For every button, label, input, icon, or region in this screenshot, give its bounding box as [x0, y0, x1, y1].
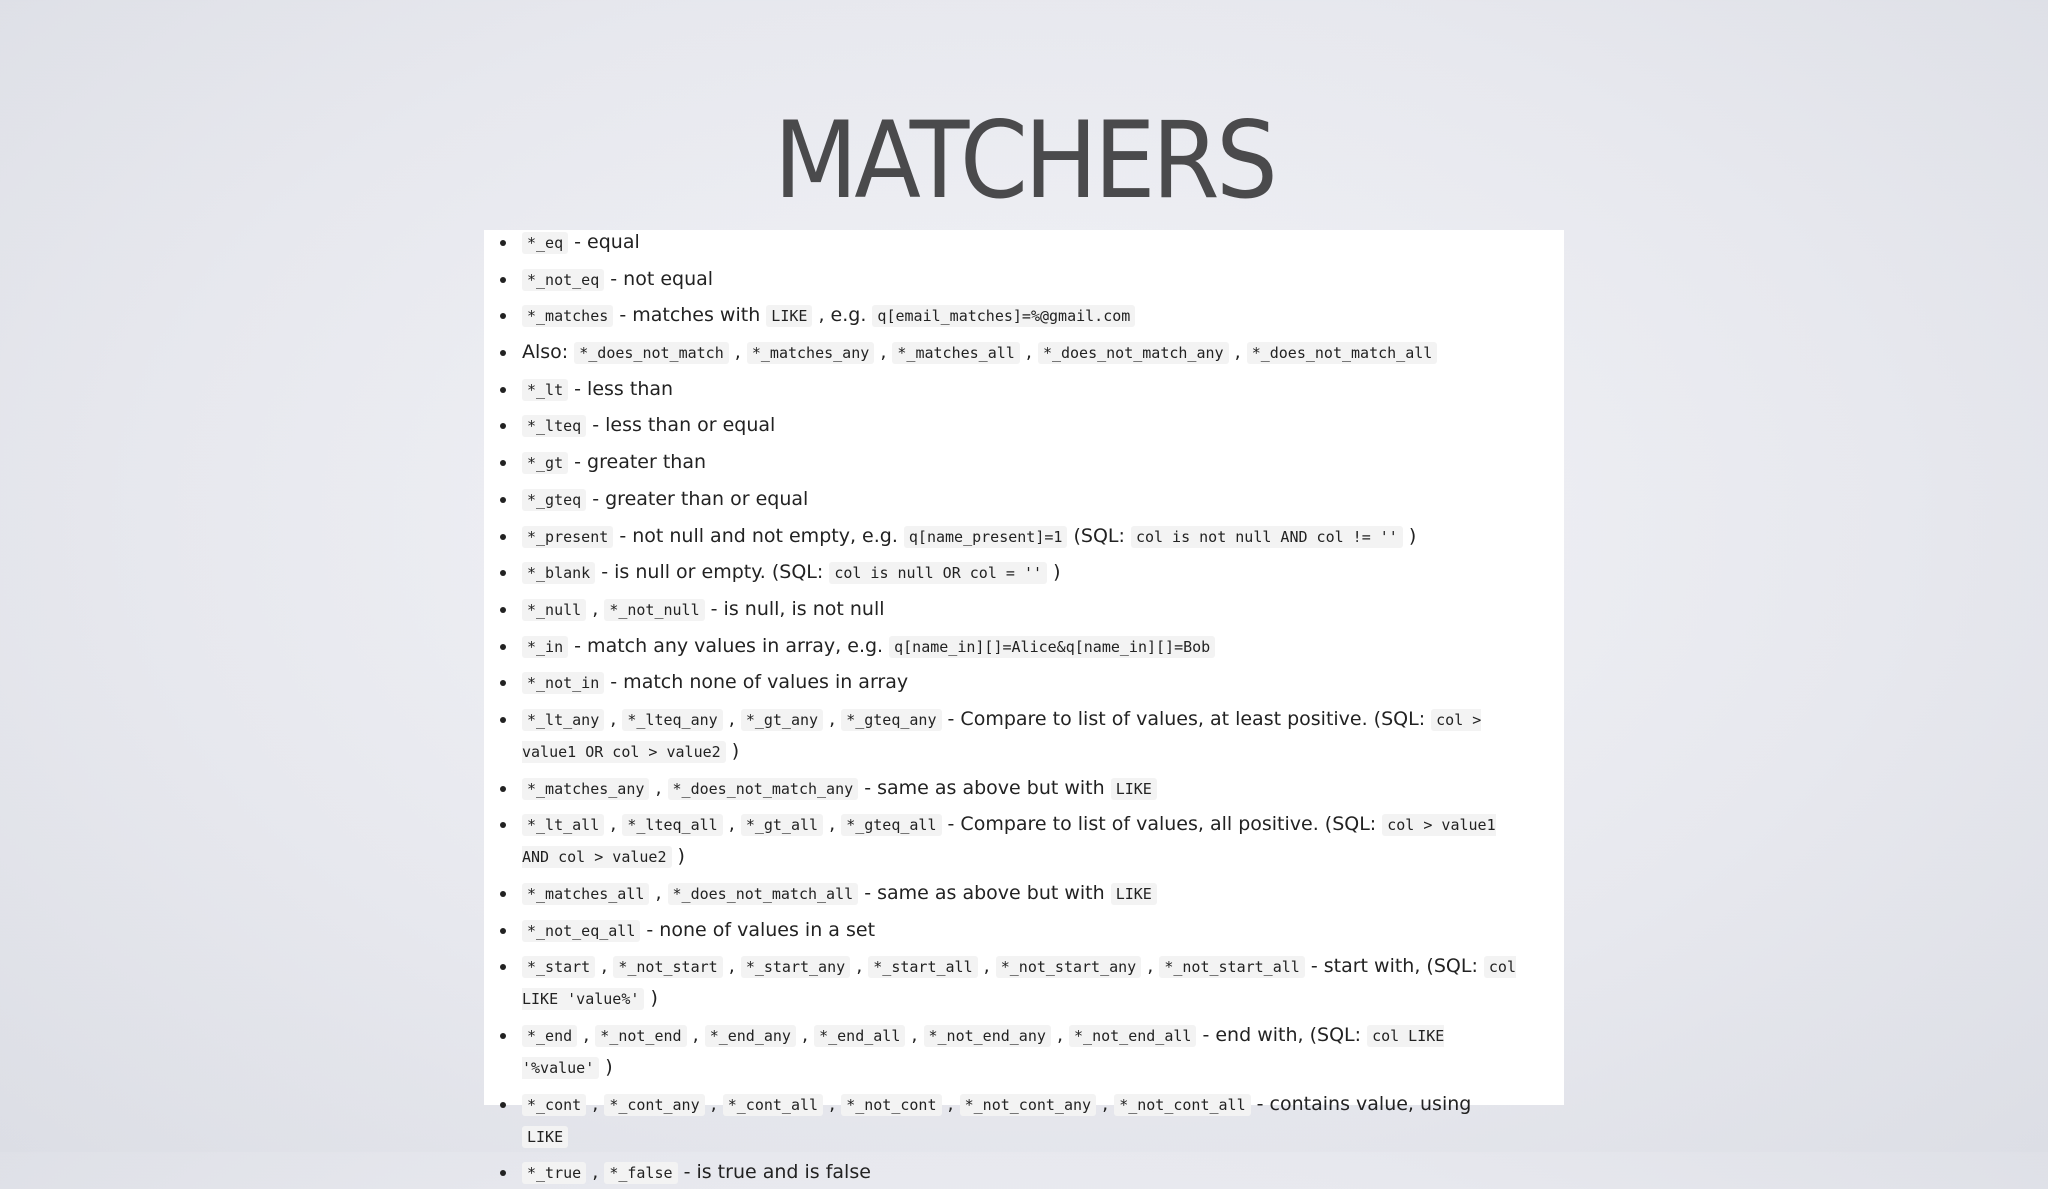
code-span: *_lt [522, 379, 568, 401]
text-span: - match any values in array, e.g. [568, 634, 890, 657]
list-item [522, 878, 1522, 910]
text-span: ) [671, 845, 685, 868]
code-span: *_gteq [522, 489, 586, 511]
text-span: , [1096, 1092, 1115, 1115]
list-item [522, 521, 1522, 553]
text-span: , [795, 1024, 815, 1047]
text-span: , [823, 1092, 842, 1115]
list-item [522, 337, 1522, 369]
text-span: - is true and is false [677, 1161, 871, 1184]
code-span: col > value1 AND col > value2 [522, 816, 1496, 867]
matchers-panel [484, 230, 1564, 1184]
code-span: *_not_end_any [924, 1025, 1051, 1047]
code-span: *_end [522, 1025, 577, 1047]
text-span: , [850, 955, 869, 978]
text-span: , [649, 882, 668, 904]
code-span: *_not_cont_any [960, 1094, 1096, 1116]
text-span: , [722, 707, 741, 730]
code-span: q[name_present]=1 [904, 526, 1068, 548]
text-span: , [577, 1024, 596, 1047]
text-span: , [823, 707, 842, 730]
code-span: *_does_not_match_all [1247, 342, 1438, 364]
text-span: , [874, 341, 893, 364]
text-span: - greater than [568, 451, 707, 474]
text-span: , [686, 1024, 705, 1047]
code-span: *_lteq_any [622, 709, 722, 731]
code-span: LIKE [766, 305, 812, 327]
text-span: , [604, 707, 623, 730]
text-span: , [586, 597, 605, 620]
text-span: - equal [568, 231, 640, 253]
text-span: , [823, 813, 842, 836]
text-span: , [941, 1092, 960, 1115]
text-span: - end with, (SQL: [1196, 1024, 1368, 1047]
code-span: LIKE [1111, 883, 1157, 905]
code-span: *_gt_any [741, 709, 823, 731]
code-span: *_blank [522, 562, 595, 584]
text-span: - is null, is not null [704, 597, 885, 620]
code-span: *_not_end [595, 1025, 686, 1047]
code-span: *_end_all [814, 1025, 905, 1047]
code-span: *_cont_all [723, 1094, 823, 1116]
text-span: ) [1402, 524, 1417, 547]
code-span: *_start [522, 956, 595, 978]
code-span: *_not_start_all [1159, 956, 1304, 978]
text-span: - contains value, using [1250, 1092, 1472, 1115]
list-item [522, 264, 1522, 296]
code-span: col LIKE '%value' [522, 1027, 1445, 1078]
code-span: *_not_eq_all [522, 920, 640, 942]
list-item [522, 1157, 1522, 1189]
list-item [522, 704, 1522, 768]
code-span: *_in [522, 636, 568, 658]
text-span: ) [1047, 561, 1061, 584]
code-span: *_true [522, 1162, 586, 1184]
text-span: , [586, 1092, 605, 1115]
list-item [522, 594, 1522, 626]
code-span: *_start_all [868, 956, 977, 978]
code-span: *_lteq [522, 415, 586, 437]
code-span: q[email_matches]=%@gmail.com [872, 305, 1135, 327]
text-span: , [905, 1024, 924, 1047]
code-span: *_matches [522, 305, 613, 327]
text-span: , [722, 955, 741, 978]
list-item [522, 631, 1522, 663]
code-span: *_matches_all [892, 342, 1019, 364]
text-span: - is null or empty. (SQL: [595, 561, 830, 584]
text-span: - greater than or equal [586, 487, 809, 510]
text-span: (SQL: [1067, 524, 1131, 547]
code-span: *_does_not_match_any [668, 778, 859, 800]
code-span: *_cont_any [604, 1094, 704, 1116]
code-span: *_start_any [741, 956, 850, 978]
text-span: , [604, 813, 623, 836]
text-span: - less than [568, 377, 674, 400]
code-span: *_lteq_all [622, 814, 722, 836]
code-span: *_not_eq [522, 269, 604, 291]
code-span: *_end_any [705, 1025, 796, 1047]
code-span: *_not_start_any [996, 956, 1141, 978]
code-span: col is not null AND col != '' [1131, 526, 1403, 548]
code-span: LIKE [522, 1126, 568, 1148]
code-span: *_present [522, 526, 613, 548]
text-span: , [722, 813, 741, 836]
code-span: *_not_cont [841, 1094, 941, 1116]
text-span: , [1228, 341, 1247, 364]
code-span: *_does_not_match_any [1038, 342, 1229, 364]
list-item [522, 667, 1522, 699]
text-span: - match none of values in array [604, 671, 909, 694]
list-item [522, 227, 1522, 259]
list-item [522, 809, 1522, 873]
text-span: - matches with [613, 304, 767, 327]
text-span: , [704, 1092, 723, 1115]
text-span: , [1019, 341, 1038, 364]
list-item [522, 915, 1522, 947]
list-item [522, 557, 1522, 589]
text-span: - less than or equal [586, 414, 776, 437]
list-item [522, 1089, 1522, 1153]
code-span: col is null OR col = '' [829, 562, 1047, 584]
list-item [522, 484, 1522, 516]
code-span: *_gteq_all [841, 814, 941, 836]
code-span: *_eq [522, 232, 568, 254]
code-span: *_gt [522, 452, 568, 474]
code-span: *_false [604, 1162, 677, 1184]
list-item [522, 773, 1522, 805]
code-span: *_lt_all [522, 814, 604, 836]
slide-title: MATCHERS [773, 99, 1275, 222]
text-span: , [977, 955, 996, 978]
list-item [522, 410, 1522, 442]
code-span: *_not_cont_all [1114, 1094, 1250, 1116]
text-span: - same as above but with [858, 882, 1111, 904]
code-span: *_does_not_match_all [668, 883, 859, 905]
code-span: *_not_null [604, 599, 704, 621]
code-span: *_cont [522, 1094, 586, 1116]
code-span: *_matches_any [522, 778, 649, 800]
code-span: *_not_start [613, 956, 722, 978]
text-span: - Compare to list of values, at least positive. (SQL: [941, 707, 1432, 730]
code-span: *_lt_any [522, 709, 604, 731]
code-span: *_null [522, 599, 586, 621]
text-span: , [595, 955, 614, 978]
list-item [522, 447, 1522, 479]
text-span: - none of values in a set [640, 918, 876, 941]
code-span: col > value1 OR col > value2 [522, 710, 1482, 761]
text-span: - not equal [604, 267, 714, 290]
text-span: Also: [522, 341, 575, 364]
list-item [522, 300, 1522, 332]
code-span: q[name_in][]=Alice&q[name_in][]=Bob [889, 636, 1215, 658]
list-item [522, 951, 1522, 1015]
text-span: , [1141, 955, 1160, 978]
text-span: , e.g. [812, 304, 873, 327]
code-span: *_not_end_all [1069, 1025, 1196, 1047]
text-span: ) [725, 739, 740, 762]
text-span: , [586, 1161, 605, 1184]
text-span: ) [644, 987, 658, 1010]
list-item [522, 374, 1522, 406]
text-span: - same as above but with [858, 776, 1111, 799]
code-span: *_does_not_match [574, 342, 729, 364]
code-span: *_matches_all [522, 883, 649, 905]
text-span: - not null and not empty, e.g. [613, 524, 904, 547]
text-span: , [649, 776, 668, 799]
code-span: *_gt_all [741, 814, 823, 836]
text-span: ) [599, 1056, 613, 1079]
text-span: - start with, (SQL: [1304, 955, 1484, 978]
text-span: , [1050, 1024, 1070, 1047]
code-span: *_matches_any [747, 342, 874, 364]
matcher-list [484, 227, 1522, 1189]
code-span: *_gteq_any [841, 709, 941, 731]
list-item [522, 1020, 1522, 1084]
text-span: , [728, 341, 747, 364]
code-span: *_not_in [522, 672, 604, 694]
text-span: - Compare to list of values, all positive. (SQL: [941, 813, 1383, 836]
code-span: col LIKE 'value%' [522, 958, 1516, 1009]
code-span: LIKE [1111, 778, 1157, 800]
